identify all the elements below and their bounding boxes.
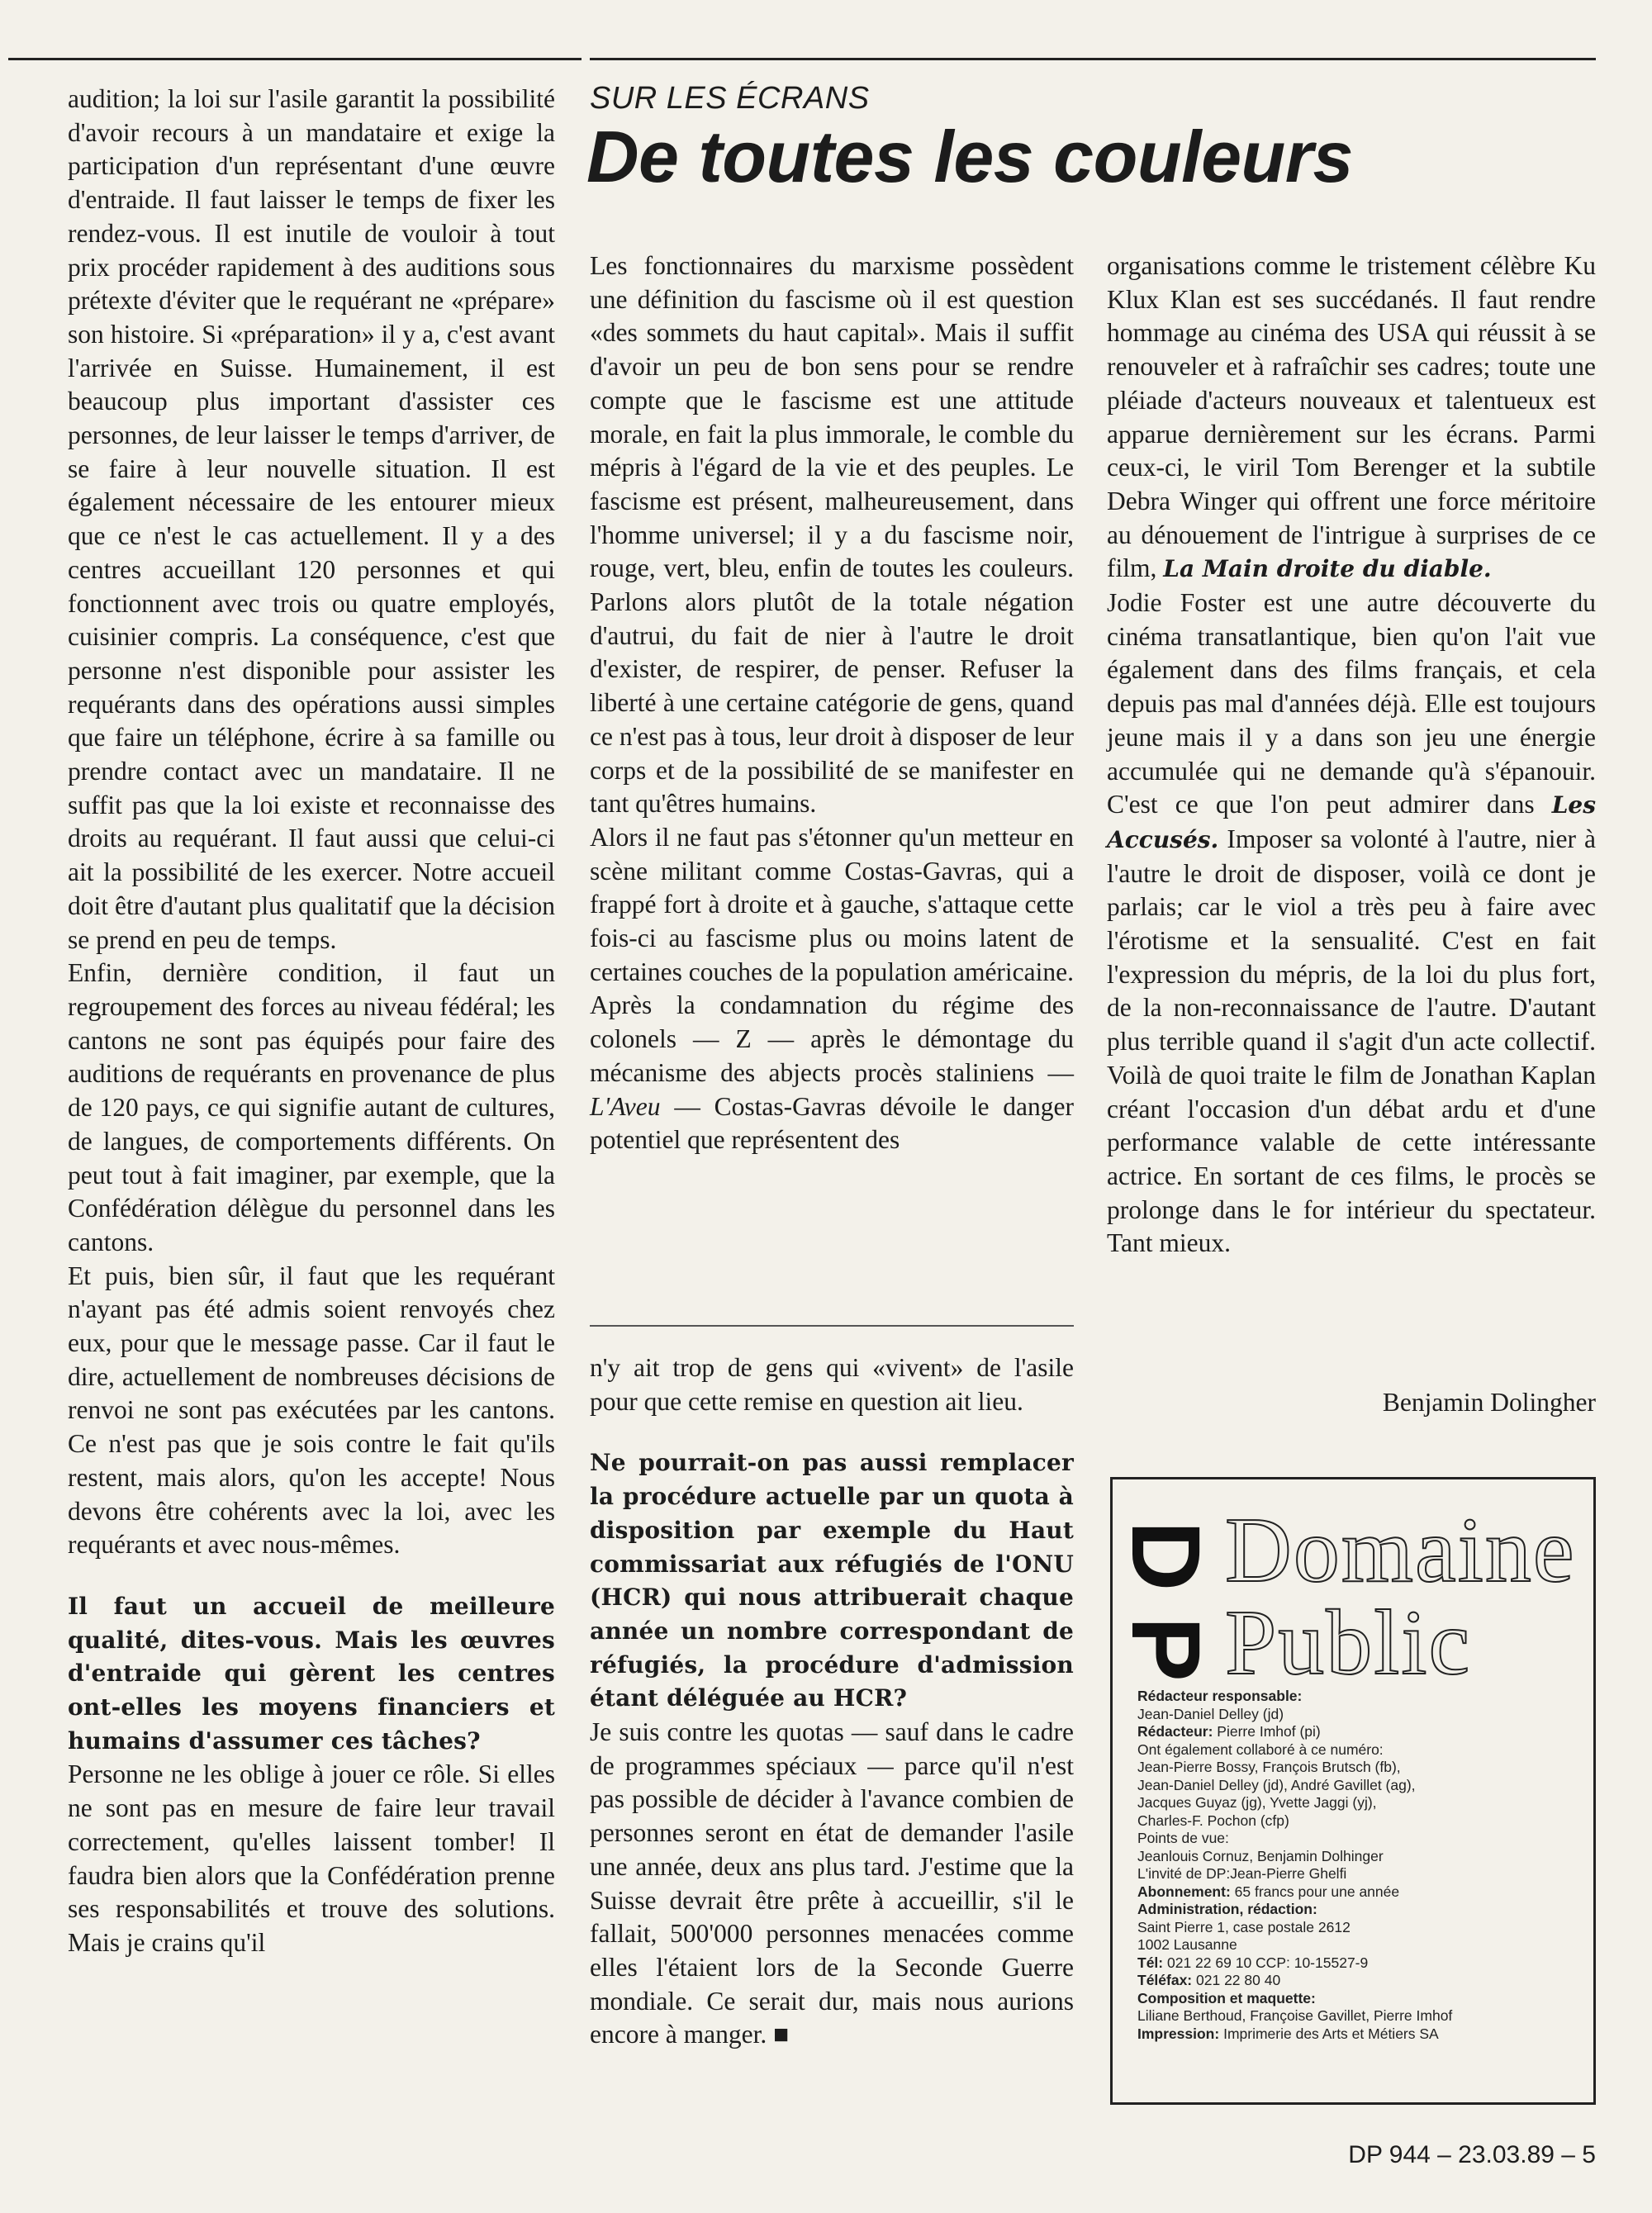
credit-text: Liliane Berthoud, Françoise Gavillet, Pierre Imhof	[1137, 2007, 1453, 2024]
film-title-accuses: Les Accusés.	[1107, 791, 1596, 853]
credit-line	[1137, 1759, 1575, 1777]
credit-line	[1137, 1794, 1575, 1812]
credit-text: Jacques Guyaz (jg), Yvette Jaggi (yj),	[1137, 1794, 1377, 1811]
middle-interview-question: Ne pourrait-on pas aussi remplacer la procédure actuelle par un quota à disposition par exemple du Haut commissariat aux réfugiés de l'ONU (HCR) qui nous attribuerait chaque année un nombre correspondant de réfugiés, la procédure d'admission étant déléguée au HCR?	[590, 1449, 1074, 1712]
dp-logo-d: D	[1111, 1521, 1220, 1592]
credit-line	[1137, 2007, 1575, 2025]
credit-line	[1137, 1741, 1575, 1759]
credit-text: Jean-Pierre Bossy, François Brutsch (fb),	[1137, 1759, 1401, 1775]
left-paragraph-4: Personne ne les oblige à jouer ce rôle. Si elles ne sont pas en mesure de faire leur travail correctement, qu'elles laissent tomber! Il faudra bien alors que la Confédération prenne ses responsabilités et trouve des solutions. Mais je crains qu'il	[68, 1759, 555, 1957]
article-title: De toutes les couleurs	[586, 116, 1353, 197]
credit-line	[1137, 1865, 1575, 1883]
article-kicker: SUR LES ÉCRANS	[590, 81, 870, 116]
credit-text: Pierre Imhof (pi)	[1217, 1723, 1321, 1740]
middle-paragraph-4	[590, 1716, 1074, 2052]
credit-line	[1137, 1901, 1575, 1919]
credit-text: Imprimerie des Arts et Métiers SA	[1223, 2025, 1439, 2042]
middle-paragraph-1: Les fonctionnaires du marxisme possèdent une définition du fascisme où il est question «des sommets du haut capital». Mais il suffit d'avoir un peu de bon sens pour se rendre compte que le fascisme est une attitude morale, en fait la plus immorale, le comble du mépris à l'égard de la vie et des peuples. Le fascisme est présent, malheureusement, dans l'homme universel; il y a du fascisme noir, rouge, vert, bleu, enfin de toutes les couleurs. Parlons alors plutôt de la totale négation d'autrui, du fait de nier à l'autre le droit d'exister, de respirer, de penser. Refuser la liberté à une certaine catégorie de gens, quand ce n'est pas à tous, leur droit à disposer de leur corps et de la possibilité de se manifester en tant qu'êtres humains.	[590, 251, 1074, 819]
middle-paragraph-2	[590, 821, 1074, 1157]
masthead-title-line-1: Domaine	[1225, 1499, 1576, 1602]
credit-label: Administration, rédaction:	[1137, 1901, 1317, 1917]
credit-text: Jeanlouis Cornuz, Benjamin Dolhinger	[1137, 1847, 1384, 1864]
credit-label: Rédacteur responsable:	[1137, 1688, 1303, 1704]
dp-logo-p: P	[1111, 1617, 1220, 1682]
credit-text: 021 22 80 40	[1196, 1972, 1281, 1988]
credit-label: Téléfax:	[1137, 1972, 1193, 1988]
end-mark: ■	[773, 2020, 790, 2049]
middle-column-review	[590, 249, 1074, 1157]
credit-line	[1137, 1954, 1575, 1973]
credit-text: Ont également collaboré à ce numéro:	[1137, 1740, 1384, 1758]
credit-line	[1137, 2025, 1575, 2044]
credit-label: Composition et maquette:	[1137, 1989, 1316, 2006]
credit-text: Jean-Daniel Delley (jd)	[1137, 1705, 1284, 1722]
left-column	[68, 83, 555, 1960]
middle-paragraph-4-text: Je suis contre les quotas — sauf dans le cadre de programmes spéciaux — parce qu'il n'est pas possible de décider à l'avance combien de personnes seront en état de demander l'asile une année, deux ans plus tard. J'estime que la Suisse devrait être prête à accueillir, s'il le fallait, 500'000 personnes menacées comme elles l'étaient lors de la Seconde Guerre mondiale. Ce serait dur, mais nous aurions encore à manger.	[590, 1717, 1074, 2049]
right-paragraph-2	[1107, 586, 1596, 1261]
left-paragraph-3: Et puis, bien sûr, il faut que les requérant n'ayant pas été admis soient renvoyés chez eux, pour que le message passe. Car il faut le dire, actuellement de nombreuses décisions de renvoi ne sont pas exécutées par les cantons. Ce n'est pas que je sois contre le fait qu'ils restent, mais alors, qu'on les accepte! Nous devons être cohérents avec la loi, avec les requérants et avec nous-mêmes.	[68, 1261, 555, 1560]
middle-column-interview	[590, 1351, 1074, 2052]
film-title-laveu: L'Aveu	[590, 1091, 661, 1121]
credit-line	[1137, 1812, 1575, 1831]
credit-text: Charles-F. Pochon (cfp)	[1137, 1812, 1289, 1829]
credit-line	[1137, 1990, 1575, 2008]
credit-text: 021 22 69 10 CCP: 10-15527-9	[1167, 1954, 1369, 1971]
top-rule-left	[8, 58, 582, 60]
right-paragraph-1	[1107, 249, 1596, 586]
middle-column-divider	[590, 1325, 1074, 1327]
credit-label: Rédacteur:	[1137, 1723, 1213, 1740]
credit-line	[1137, 1919, 1575, 1937]
right-column	[1107, 249, 1596, 1261]
credit-line	[1137, 1830, 1575, 1848]
masthead-credits	[1137, 1688, 1575, 2043]
credit-line	[1137, 1706, 1575, 1724]
left-paragraph-2: Enfin, dernière condition, il faut un regroupement des forces au niveau fédéral; les cantons ne sont pas équipés pour faire des auditions de requérants en provenance de plus de 120 pays, ce qui signifie autant de cultures, de langues, de comportements différents. On peut tout à fait imaginer, par exemple, que la Confédération délègue du personnel dans les cantons.	[68, 958, 555, 1256]
middle-paragraph-3: n'y ait trop de gens qui «vivent» de l'asile pour que cette remise en question ait lieu.	[590, 1353, 1074, 1416]
masthead-box	[1110, 1477, 1596, 2105]
article-author: Benjamin Dolingher	[1382, 1388, 1596, 1417]
middle-paragraph-2-end: — Costas-Gavras dévoile le danger potentiel que représentent des	[590, 1091, 1074, 1155]
credit-line	[1137, 1777, 1575, 1795]
middle-paragraph-2-text: Alors il ne faut pas s'étonner qu'un metteur en scène militant comme Costas-Gavras, qui a frappé fort à droite et à gauche, s'attaque cette fois-ci au fascisme plus ou moins latent de certaines couches de la population américaine. Après la condamnation du régime des colonels — Z — après le démontage du mécanisme des abjects procès staliniens —	[590, 822, 1074, 1087]
left-interview-question: Il faut un accueil de meilleure qualité, dites-vous. Mais les œuvres d'entraide qui gèrent les centres ont-elles les moyens financiers et humains d'assumer ces tâches?	[68, 1592, 555, 1755]
right-paragraph-2-end: Imposer sa volonté à l'autre, nier à l'autre le droit de disposer, voilà ce dont je parlais; car le viol a très peu à faire avec l'érotisme et la sensualité. C'est en fait l'expression du mépris, de la loi du plus fort, de la non-reconnaissance de l'autre. D'autant plus terrible quand il s'agit d'un acte collectif. Voilà de quoi traite le film de Jonathan Kaplan créant l'occasion d'un débat ardu et d'une performance valable de cette intéressante actrice. En sortant de ces films, le procès se prolonge dans le for intérieur du spectateur. Tant mieux.	[1107, 824, 1597, 1258]
credit-label: Abonnement:	[1137, 1883, 1231, 1900]
credit-line	[1137, 1848, 1575, 1866]
credit-text: 1002 Lausanne	[1137, 1936, 1237, 1953]
right-paragraph-1-text: organisations comme le tristement célèbre Ku Klux Klan est ses succédanés. Il faut rendre hommage au cinéma des USA qui réussit à se renouveler et à rafraîchir ses cadres; toute une pléiade d'acteurs nouveaux et talentueux est apparue dernièrement sur les écrans. Parmi ceux-ci, le viril Tom Berenger et la subtile Debra Winger qui offrent une force méritoire au dénouement de l'intrigue à surprises de ce film,	[1107, 251, 1596, 583]
credit-text: Jean-Daniel Delley (jd), André Gavillet (ag),	[1137, 1776, 1416, 1793]
credit-label: Tél:	[1137, 1954, 1164, 1971]
credit-label: Impression:	[1137, 2025, 1220, 2042]
credit-text: 65 francs pour une année	[1234, 1883, 1400, 1900]
film-title-main-droite: La Main droite du diable.	[1163, 555, 1492, 583]
page-folio: DP 944 – 23.03.89 – 5	[1348, 2141, 1596, 2168]
credit-text: Points de vue:	[1137, 1830, 1229, 1846]
top-rule-right	[590, 58, 1596, 60]
left-paragraph-1: audition; la loi sur l'asile garantit la possibilité d'avoir recours à un mandataire et exige la participation d'un représentant d'une œuvre d'entraide. Il faut laisser le temps de fixer les rendez-vous. Il est inutile de vouloir à tout prix procéder rapidement à des auditions sous prétexte d'éviter que le requérant ne «prépare» son histoire. Si «préparation» il y a, c'est avant l'arrivée en Suisse. Humainement, il est beaucoup plus important d'assister ces personnes, de leur laisser le temps d'arriver, de se faire à leur nouvelle situation. Il est également nécessaire de les entourer mieux que ce n'est le cas actuellement. Il y a des centres accueillant 120 personnes et qui fonctionnent avec trois ou quatre employés, cuisinier compris. La conséquence, c'est que personne n'est disponible pour assister les requérants dans des opérations aussi simples que faire un téléphone, écrire à sa famille ou prendre contact avec un mandataire. Il ne suffit pas que la loi existe et reconnaisse des droits au requérant. Il faut aussi que celui-ci ait la possibilité de les exercer. Notre accueil doit être d'autant plus qualitatif que la décision se prend en peu de temps.	[68, 84, 555, 954]
masthead-title-line-2: Public	[1225, 1592, 1472, 1694]
credit-line	[1137, 1972, 1575, 1990]
credit-line	[1137, 1936, 1575, 1954]
right-paragraph-2-text: Jodie Foster est une autre découverte du cinéma transatlantique, bien qu'on l'ait vue également dans des films français, et cela depuis pas mal d'années déjà. Elle est toujours jeune mais il y a dans son jeu une énergie accumulée qui ne demande qu'à s'épanouir. C'est ce que l'on peut admirer dans	[1107, 588, 1596, 819]
credit-line	[1137, 1688, 1575, 1706]
credit-text: L'invité de DP:Jean-Pierre Ghelfi	[1137, 1865, 1347, 1882]
credit-line	[1137, 1883, 1575, 1902]
credit-text: Saint Pierre 1, case postale 2612	[1137, 1918, 1351, 1935]
masthead-title	[1225, 1499, 1576, 1694]
credit-line	[1137, 1723, 1575, 1741]
